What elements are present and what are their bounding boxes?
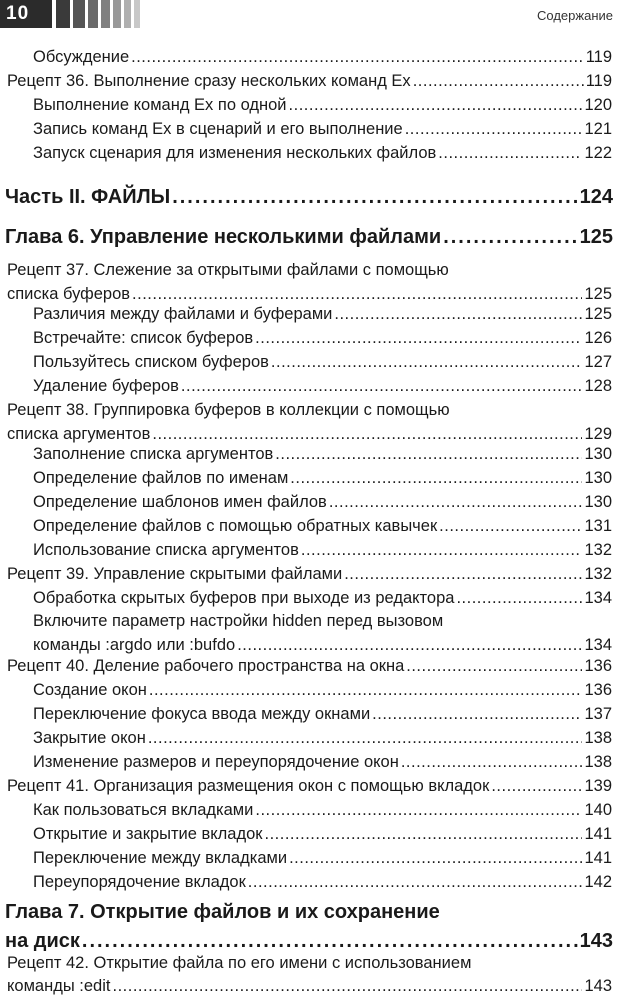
toc-entry-page: 134: [584, 636, 612, 654]
toc-leader: [237, 633, 582, 657]
toc-leader: [289, 96, 583, 115]
toc-leader: [112, 975, 582, 998]
toc-entry-title: Переупорядочение вкладок: [33, 873, 246, 891]
toc-entry: [7, 398, 612, 446]
toc-entry-page: 125: [584, 285, 612, 303]
toc-leader: [372, 705, 582, 724]
toc-entry-page: 130: [584, 493, 612, 511]
toc-entry-page: 136: [584, 657, 612, 675]
toc-entry-title: Определение файлов по именам: [33, 469, 289, 487]
toc-entry-page: 138: [584, 729, 612, 747]
toc-entry: [33, 305, 612, 324]
toc-entry-title-cont: команды :edit: [7, 977, 111, 995]
toc-entry: [33, 493, 612, 512]
toc-leader: [181, 377, 583, 396]
toc-entry-page: 141: [584, 825, 612, 843]
toc-entry-page: 131: [584, 517, 612, 535]
header-decoration: [56, 0, 143, 28]
toc-entry-title: Глава 7. Открытие файлов и их сохранение: [5, 901, 440, 923]
toc-entry-title: Обработка скрытых буферов при выходе из редактора: [33, 589, 455, 607]
toc-leader: [131, 48, 584, 67]
toc-leader: [290, 469, 582, 488]
toc-entry: [33, 873, 612, 892]
toc-entry-title: Рецепт 39. Управление скрытыми файлами: [7, 565, 343, 583]
toc-entry-page: 137: [584, 705, 612, 723]
toc-entry-title: Рецепт 37. Слежение за открытыми файлами с помощью: [7, 261, 449, 279]
toc-entry-title-cont: списка буферов: [7, 285, 131, 303]
toc-entry: [33, 353, 612, 372]
toc-leader: [148, 729, 583, 748]
toc-entry-page: 134: [584, 589, 612, 607]
toc-leader: [149, 681, 583, 700]
toc-entry: [33, 681, 612, 700]
toc-entry-title: Изменение размеров и переупорядочение окон: [33, 753, 399, 771]
toc-leader: [329, 493, 583, 512]
toc-entry-title: Обсуждение: [33, 48, 130, 66]
toc-leader: [439, 517, 582, 536]
toc-entry: [7, 565, 612, 584]
toc-chapter-heading: [5, 226, 613, 249]
toc-entry-title: Выполнение команд Ex по одной: [33, 96, 287, 114]
toc-entry-title-cont: команды :argdo или :bufdo: [33, 636, 236, 654]
toc-entry: [33, 445, 612, 464]
toc-entry: [33, 589, 612, 608]
toc-entry-page: 121: [584, 120, 612, 138]
toc-entry: [33, 801, 612, 820]
toc-leader: [405, 120, 583, 139]
toc-entry: [33, 753, 612, 772]
toc-entry-title: Встречайте: список буферов: [33, 329, 254, 347]
toc-leader: [334, 305, 582, 324]
toc-entry-page: 125: [579, 226, 613, 248]
toc-entry-page: 140: [584, 801, 612, 819]
toc-leader: [443, 226, 577, 249]
toc-entry: [33, 377, 612, 396]
toc-leader: [265, 825, 583, 844]
toc-leader: [456, 589, 582, 608]
toc-entry-title: Использование списка аргументов: [33, 541, 299, 559]
toc-entry: [7, 777, 612, 796]
toc-leader: [438, 144, 582, 163]
toc-entry-page: 132: [584, 541, 612, 559]
toc-leader: [413, 72, 584, 91]
toc-entry: [33, 729, 612, 748]
running-head: Содержание: [537, 8, 613, 23]
toc-entry-page: 138: [584, 753, 612, 771]
toc-entry-title: Создание окон: [33, 681, 147, 699]
toc-entry: [33, 705, 612, 724]
toc-entry-title: Переключение фокуса ввода между окнами: [33, 705, 371, 723]
toc-entry-title: Рецепт 42. Открытие файла по его имени с использованием: [7, 954, 472, 972]
toc-entry-title: Рецепт 36. Выполнение сразу нескольких команд Ex: [7, 72, 411, 90]
toc-entry-title: Включите параметр настройки hidden перед вызовом: [33, 612, 444, 630]
toc-leader: [152, 422, 582, 446]
toc-entry-title: Определение шаблонов имен файлов: [33, 493, 327, 511]
toc-leader: [271, 353, 583, 372]
toc-entry: [33, 541, 612, 560]
toc-entry-title: Часть II. ФАЙЛЫ: [5, 186, 171, 208]
toc-entry-title: Определение файлов с помощью обратных кавычек: [33, 517, 438, 535]
toc-entry-title: Рецепт 38. Группировка буферов в коллекции с помощью: [7, 401, 450, 419]
toc-entry-title: Рецепт 41. Организация размещения окон с помощью вкладок: [7, 777, 490, 795]
toc-entry-title: Открытие и закрытие вкладок: [33, 825, 263, 843]
toc-entry-page: 142: [584, 873, 612, 891]
toc-chapter-heading: [5, 898, 613, 956]
toc-leader: [401, 753, 583, 772]
toc-entry-title: Различия между файлами и буферами: [33, 305, 333, 323]
toc-leader: [344, 565, 582, 584]
toc-leader: [172, 186, 577, 209]
toc-entry-page: 124: [579, 186, 613, 208]
toc-leader: [275, 445, 582, 464]
toc-entry: [7, 952, 612, 998]
toc-entry-page: 125: [584, 305, 612, 323]
toc-entry-page: 119: [585, 48, 612, 66]
toc-entry: [33, 825, 612, 844]
toc-entry-title: Пользуйтесь списком буферов: [33, 353, 269, 371]
toc-entry: [33, 144, 612, 163]
toc-entry: [7, 657, 612, 676]
toc-entry: [33, 849, 612, 868]
toc-entry-page: 130: [584, 445, 612, 463]
toc-leader: [132, 282, 582, 306]
toc-entry: [33, 329, 612, 348]
toc-entry-page: 141: [584, 849, 612, 867]
toc-entry: [33, 96, 612, 115]
toc-entry-title: Закрытие окон: [33, 729, 146, 747]
toc-leader: [491, 777, 582, 796]
toc-entry-page: 128: [584, 377, 612, 395]
toc-entry: [33, 469, 612, 488]
toc-entry-page: 130: [584, 469, 612, 487]
toc-entry-page: 126: [584, 329, 612, 347]
toc-entry: [33, 48, 612, 67]
toc-entry-title: Заполнение списка аргументов: [33, 445, 274, 463]
page-number: 10: [0, 0, 52, 28]
toc-entry-page: 139: [584, 777, 612, 795]
toc-entry: [33, 120, 612, 139]
toc-entry-page: 143: [584, 977, 612, 995]
toc-leader: [255, 329, 582, 348]
toc-entry: [7, 258, 612, 306]
toc-entry-title-cont: на диск: [5, 930, 80, 952]
toc-entry-page: 120: [584, 96, 612, 114]
toc-entry: [33, 517, 612, 536]
toc-entry: [7, 72, 612, 91]
toc-entry: [33, 609, 612, 657]
toc-entry-title: Как пользоваться вкладками: [33, 801, 254, 819]
toc-entry-page: 136: [584, 681, 612, 699]
toc-entry-title: Глава 6. Управление несколькими файлами: [5, 226, 442, 248]
toc-leader: [289, 849, 582, 868]
toc-entry-title: Удаление буферов: [33, 377, 179, 395]
toc-entry-page: 132: [584, 565, 612, 583]
toc-entry-title: Переключение между вкладками: [33, 849, 288, 867]
toc-entry-page: 119: [585, 72, 612, 90]
toc-part-heading: [5, 186, 613, 209]
toc-entry-page: 143: [579, 930, 613, 952]
toc-leader: [248, 873, 583, 892]
toc-leader: [406, 657, 582, 676]
toc-entry-title-cont: списка аргументов: [7, 425, 151, 443]
toc-entry-page: 129: [584, 425, 612, 443]
toc-entry-title: Запуск сценария для изменения нескольких файлов: [33, 144, 437, 162]
toc-entry-page: 127: [584, 353, 612, 371]
toc-entry-title: Запись команд Ex в сценарий и его выполнение: [33, 120, 403, 138]
toc-entry-page: 122: [584, 144, 612, 162]
page-header: [0, 0, 619, 30]
toc-leader: [301, 541, 583, 560]
toc-leader: [255, 801, 582, 820]
toc-entry-title: Рецепт 40. Деление рабочего пространства на окна: [7, 657, 405, 675]
